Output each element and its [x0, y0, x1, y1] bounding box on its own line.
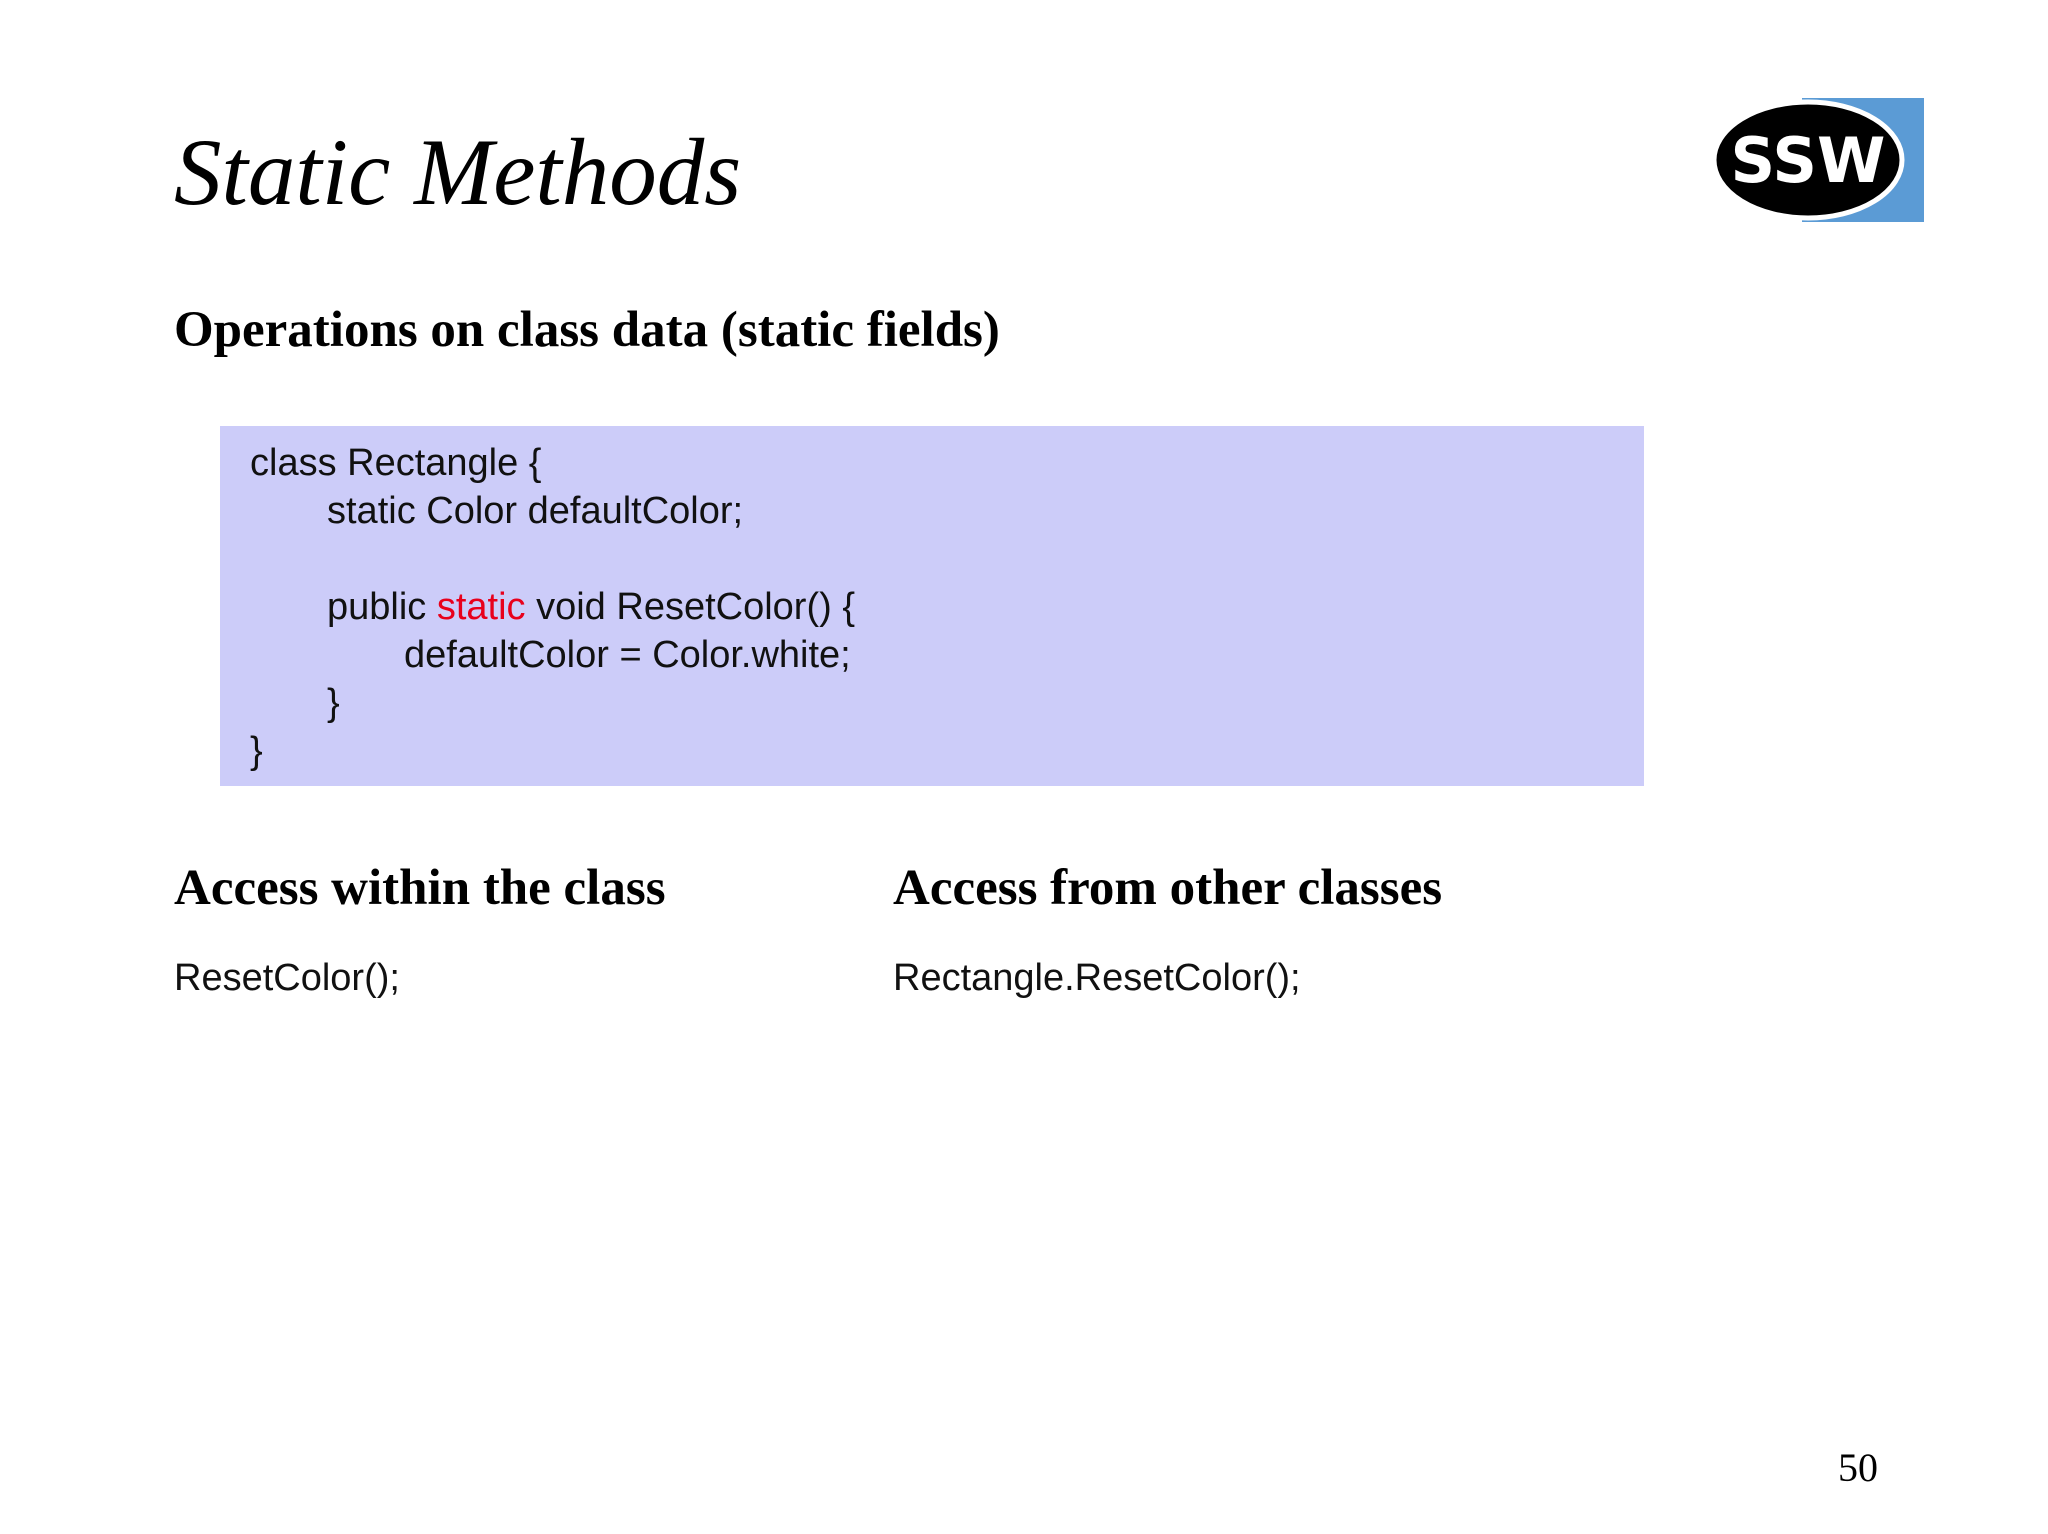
static-keyword: static	[436, 586, 526, 628]
code-line: defaultColor = Color.white;	[404, 634, 851, 676]
ssw-logo	[1710, 98, 1924, 222]
page-number: 50	[1838, 1445, 1878, 1490]
code-line: static Color defaultColor;	[327, 490, 744, 532]
code-line: }	[327, 682, 340, 724]
access-within-heading: Access within the class	[174, 860, 666, 916]
access-other-heading: Access from other classes	[893, 860, 1443, 916]
slide-title: Static Methods	[174, 119, 742, 225]
code-line	[250, 583, 1644, 631]
code-blank-line	[250, 535, 1644, 583]
slide-subtitle: Operations on class data (static fields)	[174, 302, 1000, 358]
code-line: }	[250, 730, 263, 772]
logo-text: SSW	[1730, 124, 1886, 197]
access-other-example: Rectangle.ResetColor();	[893, 957, 1301, 999]
code-line: class Rectangle {	[250, 442, 542, 484]
code-text: void ResetColor() {	[525, 586, 856, 628]
access-within-example: ResetColor();	[174, 957, 400, 999]
code-text: public	[327, 586, 437, 628]
code-block	[220, 426, 1644, 786]
